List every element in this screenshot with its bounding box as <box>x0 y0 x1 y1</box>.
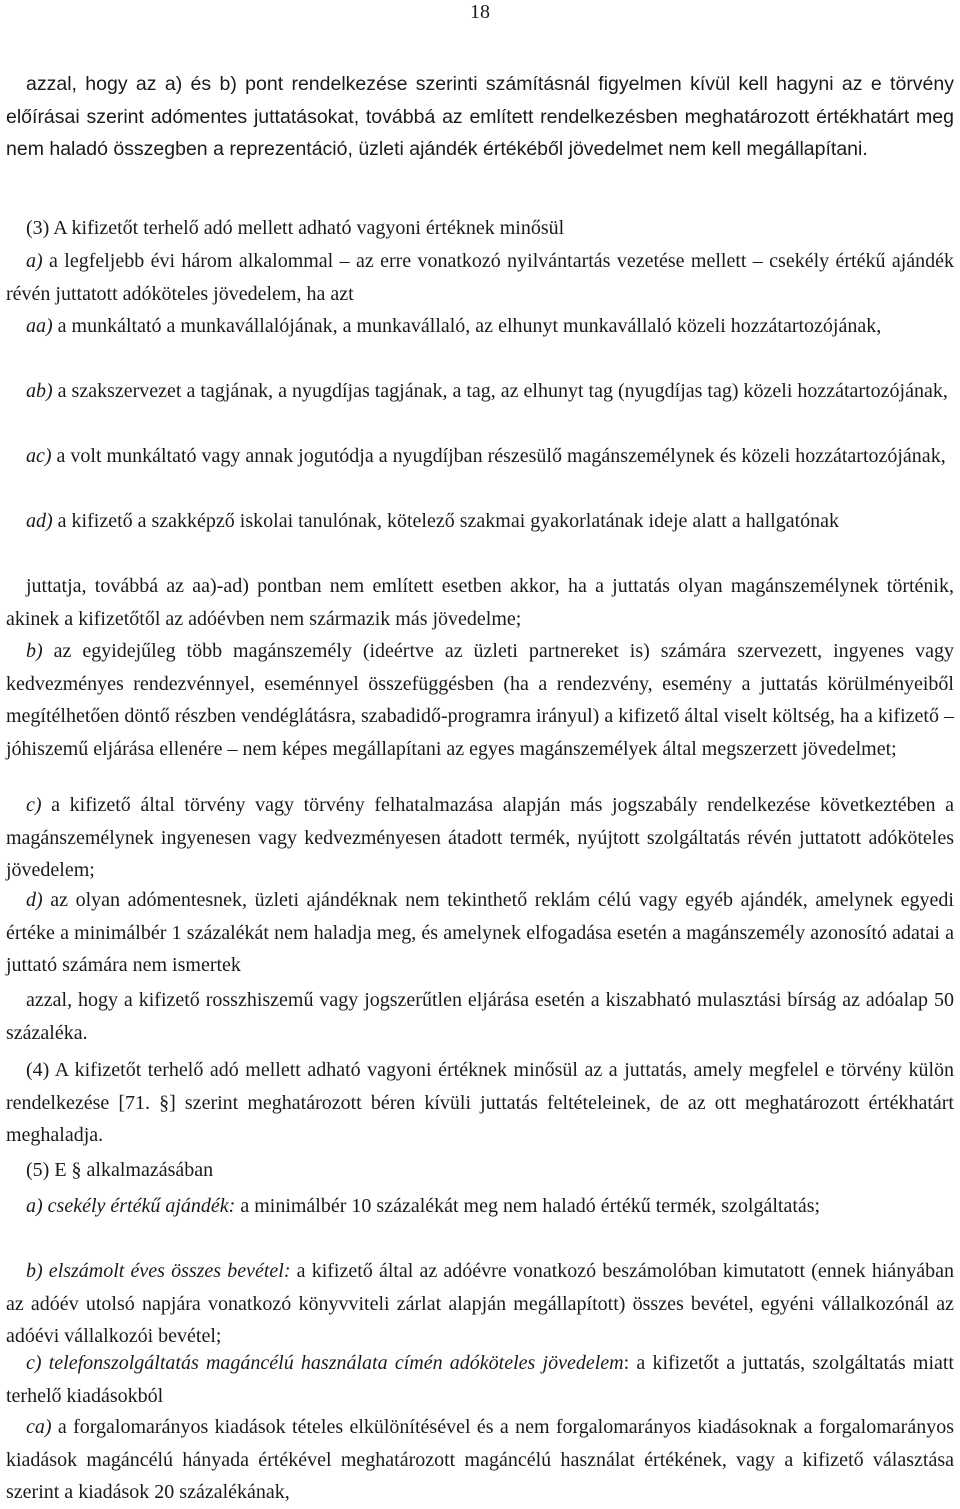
definition-a <box>6 1190 954 1223</box>
item-text: a munkáltató a munkavállalójának, a munkavállaló, az elhunyt munkavállaló közeli hozzátartozójának, <box>52 315 882 337</box>
definition-term: c) telefonszolgáltatás magáncélú használata címén adóköteles jövedelem <box>26 1352 624 1374</box>
definition-text: a kifizető által az adóévre vonatkozó beszámolóban kimutatott (ennek hiányában az adóév utolsó napjára vonatkozó könyvviteli zárlat alapján megállapított) összes bevétel, egyéni vállalkozónál az adóévi vállalkozói bevétel; <box>6 1260 955 1347</box>
paragraph-text: azzal, hogy a kifizető rosszhiszemű vagy jogszerűtlen eljárása esetén a kiszabható mulasztási bírság az adóalap 50 százaléka. <box>6 989 954 1044</box>
definition-c <box>6 1347 954 1412</box>
item-label: aa) <box>26 315 53 337</box>
paragraph-text: (3) A kifizetőt terhelő adó mellett adható vagyoni értéknek minősül <box>26 217 565 239</box>
item-c <box>6 789 954 887</box>
paragraph-text: azzal, hogy az a) és b) pont rendelkezése szerinti számításnál figyelmen kívül kell hagyni az e törvény előírásai szerint adómentes juttatásokat, továbbá az említett rendelkezésben meghatározott értékhatárt meg nem haladó összegben a reprezentáció, üzleti ajándék értékéből jövedelmet nem kell megállapítani. <box>6 73 954 160</box>
item-label: d) <box>26 889 43 911</box>
item-text: a volt munkáltató vagy annak jogutódja a nyugdíjban részesülő magánszemélynek és közeli hozzátartozójának, <box>51 445 946 467</box>
item-d <box>6 884 954 982</box>
item-ac <box>6 440 954 473</box>
item-label: b) <box>26 640 43 662</box>
paragraph-3 <box>6 212 954 245</box>
item-ca <box>6 1411 954 1509</box>
item-a <box>6 245 954 310</box>
item-label: ca) <box>26 1416 52 1438</box>
definition-term: a) csekély értékű ajándék: <box>26 1195 236 1217</box>
item-text: az egyidejűleg több magánszemély (ideértve az üzleti partnereket is) számára szervezett, ingyenes vagy kedvezményes rendezvénnyel, eseménnyel összefüggésben (ha a rendezvény, esemény a juttatás körülményeiből megítélhetően döntő részben vendéglátásra, szabadidő-programra irányul) a kifizető által viselt költség, ha a kifizető – jóhiszemű eljárása ellenére – nem képes megállapítani az egyes magánszemélyek által megszerzett jövedelmet; <box>6 640 954 760</box>
definition-text: a minimálbér 10 százalékát meg nem haladó értékű termék, szolgáltatás; <box>235 1195 821 1217</box>
paragraph-intro <box>6 68 954 166</box>
item-ad <box>6 505 954 538</box>
paragraph-text: juttatja, továbbá az aa)-ad) pontban nem említett esetben akkor, ha a juttatás olyan magánszemélynek történik, akinek a kifizetőtől az adóévben nem származik más jövedelme; <box>6 575 954 630</box>
item-aa <box>6 310 954 343</box>
paragraph-juttatja <box>6 570 954 635</box>
item-text: a kifizető a szakképző iskolai tanulónak, kötelező szakmai gyakorlatának ideje alatt a hallgatónak <box>52 510 840 532</box>
item-label: ac) <box>26 445 52 467</box>
item-text: a szakszervezet a tagjának, a nyugdíjas tagjának, a tag, az elhunyt tag (nyugdíjas tag) közeli hozzátartozójának, <box>52 380 948 402</box>
item-text: a kifizető által törvény vagy törvény felhatalmazása alapján más jogszabály rendelkezése következtében a magánszemélynek ingyenesen vagy kedvezményesen átadott termék, nyújtott szolgáltatás révén juttatott adóköteles jövedelem; <box>6 794 954 881</box>
page-number: 18 <box>470 1 490 23</box>
item-ab <box>6 375 954 408</box>
definition-text: : a kifizetőt a juttatás, szolgáltatás miatt terhelő kiadásokból <box>6 1352 954 1407</box>
paragraph-azzal <box>6 984 954 1049</box>
paragraph-5 <box>6 1154 954 1187</box>
item-label: ad) <box>26 510 53 532</box>
definition-b <box>6 1255 954 1353</box>
paragraph-4 <box>6 1054 954 1152</box>
definition-term: b) elszámolt éves összes bevétel: <box>26 1260 291 1282</box>
item-label: a) <box>26 250 43 272</box>
item-b <box>6 635 954 765</box>
paragraph-text: (4) A kifizetőt terhelő adó mellett adható vagyoni értéknek minősül az a juttatás, amely megfelel e törvény külön rendelkezése [71. §] szerint meghatározott béren kívüli juttatás feltételeinek, de az ott meghatározott értékhatárt meghaladja. <box>6 1059 954 1146</box>
item-text: a forgalomarányos kiadások tételes elkülönítésével és a nem forgalomarányos kiadásoknak a forgalomarányos kiadások magáncélú hányada értékével meghatározott magáncélú használat értékének, vagy a kifizető választása szerint a kiadások 20 százalékának, <box>6 1416 954 1503</box>
item-label: c) <box>26 794 42 816</box>
item-text: a legfeljebb évi három alkalommal – az erre vonatkozó nyilvántartás vezetése mellett – csekély értékű ajándék révén juttatott adóköteles jövedelem, ha azt <box>6 250 954 305</box>
item-label: ab) <box>26 380 53 402</box>
paragraph-text: (5) E § alkalmazásában <box>26 1159 214 1181</box>
item-text: az olyan adómentesnek, üzleti ajándéknak nem tekinthető reklám célú vagy egyéb ajándék, amelynek egyedi értéke a minimálbér 1 százalékát nem haladja meg, és amelynek elfogadása esetén a magánszemély azonosító adatai a juttató számára nem ismertek <box>6 889 954 976</box>
